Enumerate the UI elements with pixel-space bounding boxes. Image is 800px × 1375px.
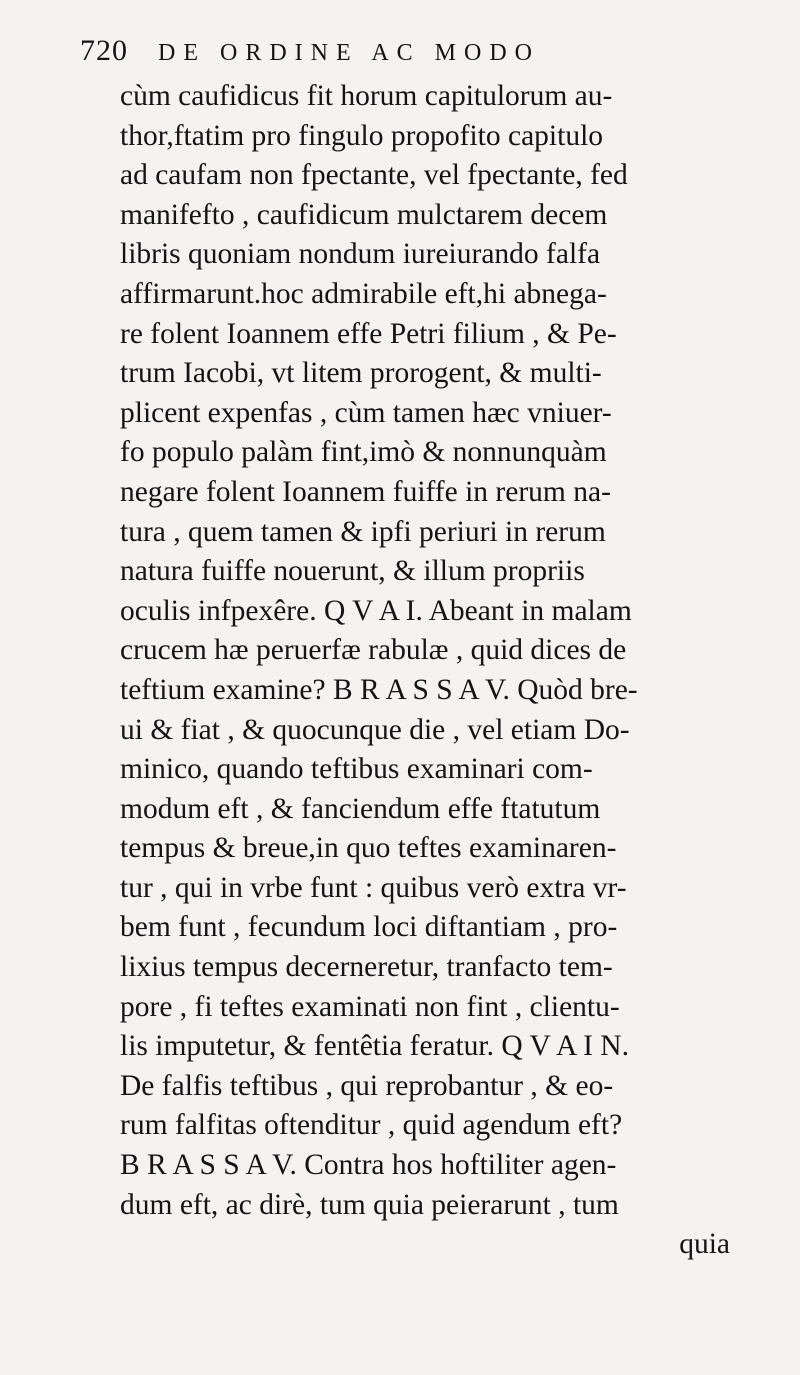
text-line: fo populo palàm fint,imò & nonnunquàm <box>120 436 607 469</box>
page-number: 720 <box>80 34 128 67</box>
text-line: pore , fi teftes examinati non fint , clientu- <box>120 990 620 1023</box>
text-line: modum eft , & fanciendum effe ftatutum <box>120 792 601 825</box>
running-title: DE ORDINE AC MODO <box>158 40 540 66</box>
text-line: rum falfitas oftenditur , quid agendum eft? <box>120 1109 623 1142</box>
body-text <box>120 77 770 1265</box>
text-line: oculis infpexêre. Q V A I. Abeant in malam <box>120 594 632 627</box>
text-line: cùm caufidicus fit horum capitulorum au- <box>120 80 613 112</box>
text-line: tura , quem tamen & ipfi periuri in rerum <box>120 515 606 548</box>
text-line: lixius tempus decerneretur, tranfacto tem- <box>120 951 613 984</box>
text-line: ad caufam non fpectante, vel fpectante, fed <box>120 159 628 192</box>
text-line: teftium examine? B R A S S A V. Quòd bre- <box>120 673 638 706</box>
text-line: tempus & breue,in quo teftes examinaren- <box>120 832 617 865</box>
text-line: bem funt , fecundum loci diftantiam , pro- <box>120 911 618 944</box>
text-line: De falfis teftibus , qui reprobantur , & eo- <box>120 1069 614 1102</box>
text-line: re folent Ioannem effe Petri filium , & Pe- <box>120 317 617 350</box>
text-line: trum Iacobi, vt litem prorogent, & multi- <box>120 357 602 390</box>
text-line: crucem hæ peruerfæ rabulæ , quid dices de <box>120 634 627 667</box>
text-line: libris quoniam nondum iureiurando falfa <box>120 238 601 271</box>
text-line: B R A S S A V. Contra hos hoftiliter agen- <box>120 1149 617 1182</box>
text-line: dum eft, ac dirè, tum quia peierarunt , tum <box>120 1188 619 1221</box>
page-header <box>80 34 720 74</box>
text-line: manifefto , caufidicum mulctarem decem <box>120 198 608 231</box>
text-line: lis imputetur, & fentêtia feratur. Q V A I N. <box>120 1030 629 1063</box>
text-line: affirmarunt.hoc admirabile eft,hi abnega- <box>120 277 607 310</box>
text-line: plicent expenfas , cùm tamen hæc vniuer- <box>120 396 612 429</box>
text-line: natura fuiffe nouerunt, & illum propriis <box>120 555 585 588</box>
catchword: quia <box>679 1228 730 1261</box>
text-line: negare folent Ioannem fuiffe in rerum na- <box>120 475 611 508</box>
text-line: thor,ftatim pro fingulo propofito capitulo <box>120 119 604 152</box>
text-line: minico, quando teftibus examinari com- <box>120 753 593 786</box>
text-line: ui & fiat , & quocunque die , vel etiam Do- <box>120 713 630 746</box>
text-line: tur , qui in vrbe funt : quibus verò extra vr- <box>120 871 627 904</box>
